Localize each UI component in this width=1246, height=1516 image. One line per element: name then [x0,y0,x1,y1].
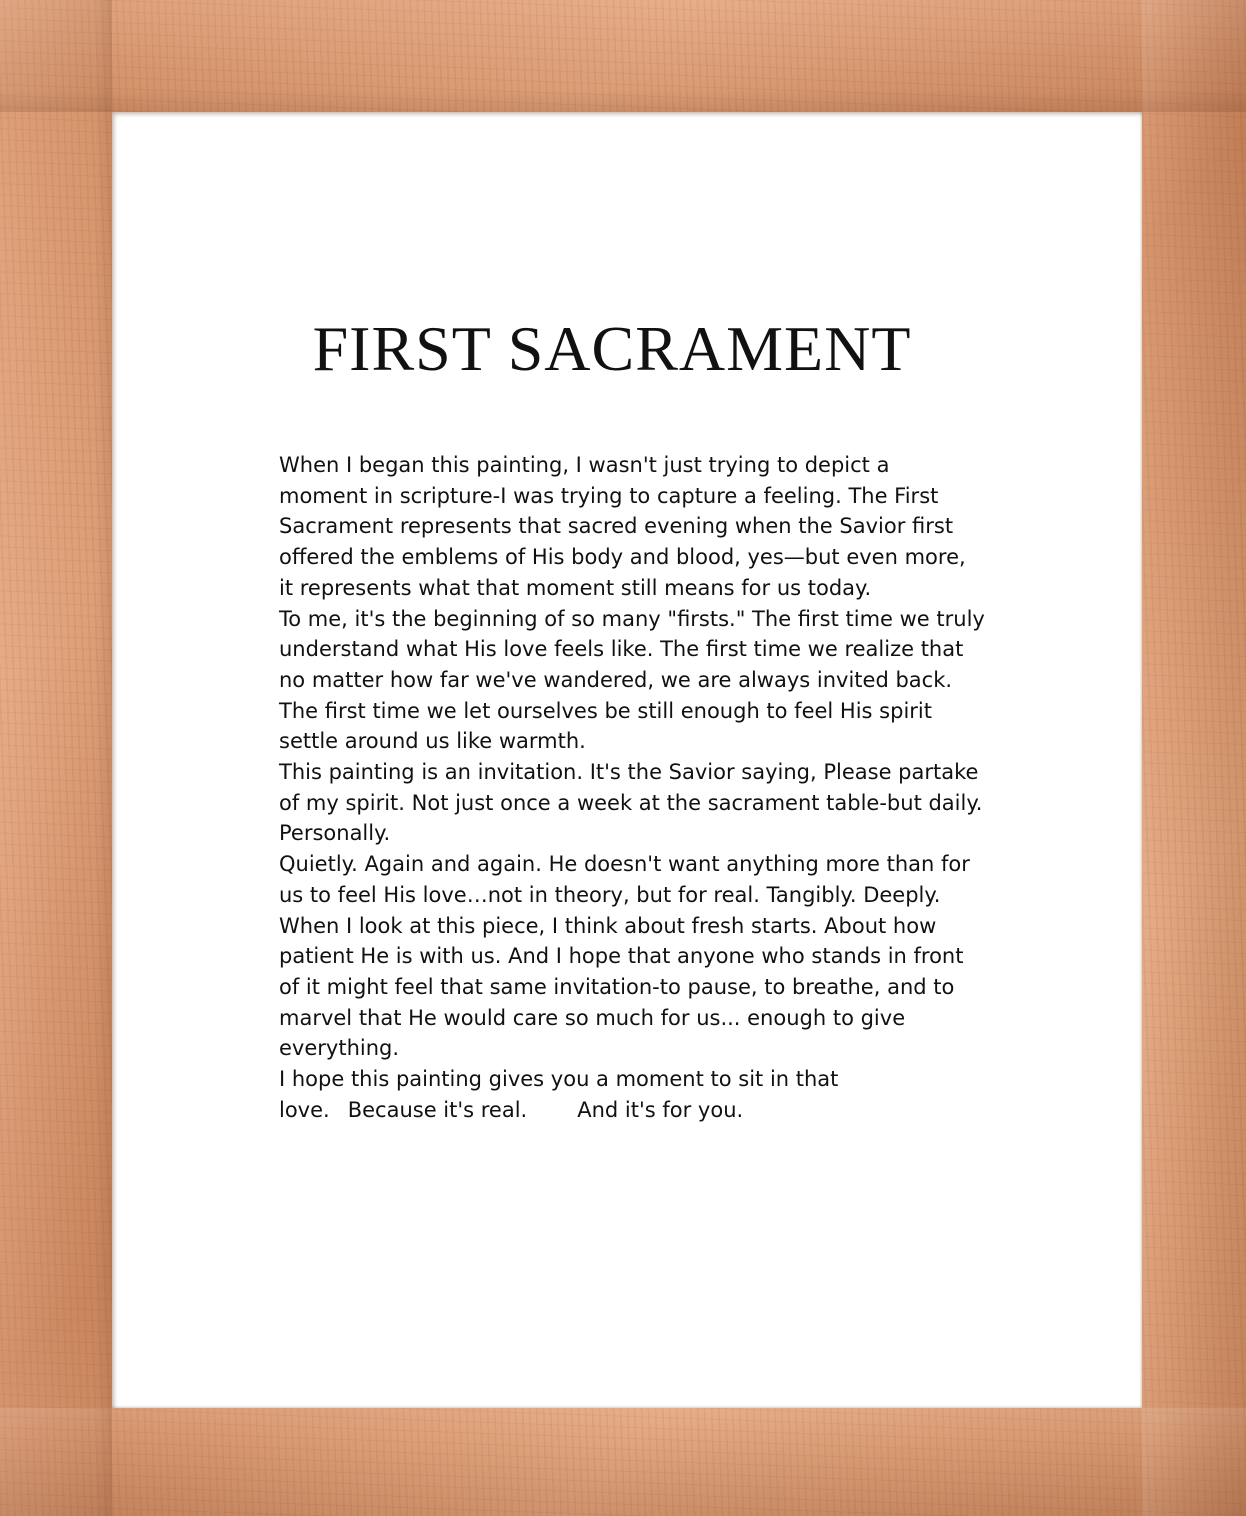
text-line: To me, it's the beginning of so many "firsts." The first time we truly [279,606,985,631]
frame-top-rail [0,0,1246,112]
closing-part-3: And it's for you. [577,1097,744,1122]
text-line: settle around us like warmth. [279,729,586,754]
closing-line [279,1095,999,1126]
text-line: When I look at this piece, I think about fresh starts. About how [279,913,937,938]
text-line: understand what His love feels like. The first time we realize that [279,637,964,662]
text-line: marvel that He would care so much for us... enough to give [279,1005,906,1030]
text-line: of my spirit. Not just once a week at the sacrament table-but daily. [279,790,983,815]
text-line: of it might feel that same invitation-to pause, to breathe, and to [279,974,955,999]
closing-part-1: love. [279,1097,330,1122]
page-title: FIRST SACRAMENT [312,313,912,384]
closing-part-2: Because it's real. [347,1097,528,1122]
text-line: Sacrament represents that sacred evening when the Savior first [279,514,954,539]
text-line: moment in scripture-I was trying to capture a feeling. The First [279,483,939,508]
text-line: everything. [279,1036,400,1061]
text-line: Quietly. Again and again. He doesn't want anything more than for [279,852,970,877]
text-line: us to feel His love…not in theory, but for real. Tangibly. Deeply. [279,882,941,907]
print-page [112,112,1142,1408]
body-text [279,450,999,1125]
text-line: I hope this painting gives you a moment to sit in that [279,1067,839,1092]
text-line: Personally. [279,821,391,846]
text-line: This painting is an invitation. It's the Savior saying, Please partake [279,760,979,785]
text-line: it represents what that moment still means for us today. [279,575,872,600]
frame-bottom-rail [0,1408,1246,1516]
frame-right-rail [1142,0,1246,1516]
text-line: no matter how far we've wandered, we are always invited back. [279,667,953,692]
frame-left-rail [0,0,112,1516]
text-line: patient He is with us. And I hope that anyone who stands in front [279,944,964,969]
text-line: When I began this painting, I wasn't just trying to depict a [279,453,890,477]
text-line: The first time we let ourselves be still enough to feel His spirit [279,698,932,723]
text-line: offered the emblems of His body and blood, yes—but even more, [279,545,966,570]
